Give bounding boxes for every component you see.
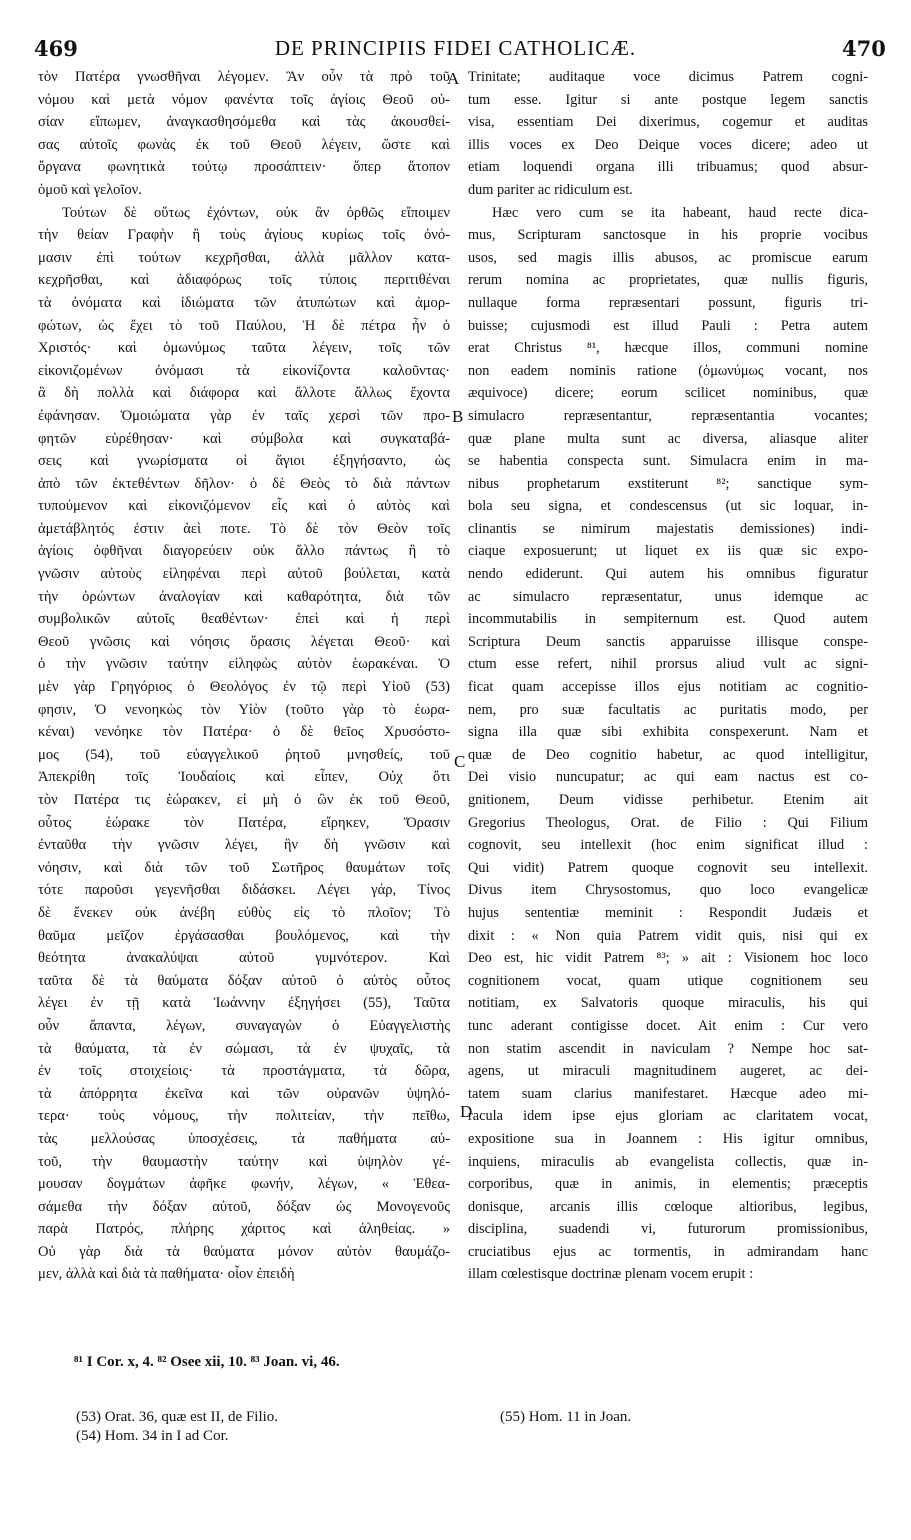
margin-marker-d: D xyxy=(460,1102,473,1121)
text-line: rerum nomina ac proprietates, quæ nullis figuris, xyxy=(468,272,868,289)
margin-marker-b: B xyxy=(452,407,464,426)
margin-marker-c: C xyxy=(454,752,466,771)
text-line: donisque, arcanis illis cœloque altioribus, legibus, xyxy=(468,1198,868,1215)
text-line: ciaque exposuerunt; ut liquet ex iis quæ sic expo- xyxy=(468,543,868,560)
text-line: θεότητα ἀνακαλύψαι αὐτοῦ γυμνότερον. Καὶ xyxy=(38,950,450,967)
text-line: σεις καὶ γνωρίσματα οἱ ἅγιοι ἐξηγήσαντο, ὡς xyxy=(38,453,450,470)
text-line: λέγει ἐν τῇ κατὰ Ἰωάννην ἐξηγήσει (55), Ταῦτα xyxy=(38,995,450,1012)
text-line: agens, ut miraculi magnitudinem augeret, ac dei- xyxy=(468,1063,868,1080)
text-line: μουσαν δογμάτων ἀφῆκε φωνήν, λέγων, « Ἐθεα- xyxy=(38,1176,450,1193)
text-line: visa, essentiam Dei dixerimus, cogemur et auditas xyxy=(468,114,868,131)
text-line: τὴν θείαν Γραφὴν ἢ τοὺς ἁγίους κυρίως τοῖς ὀνό- xyxy=(38,227,450,244)
text-line: τότε παροῦσι γεγενῆσθαι διδάσκει. Λέγει γάρ, Τίνος xyxy=(38,882,450,899)
left-page-number: 469 xyxy=(34,36,78,61)
text-line: ὁ τὴν γνῶσιν ταύτην εἰληφὼς αὐτὸν ἑωρακέναι. Ὁ xyxy=(38,656,450,673)
text-line: τὰς μελλούσας ὑποσχέσεις, τὰ παθήματα αὐ- xyxy=(38,1130,450,1147)
text-line: ficat quam accepisse illos ejus notitiam ac cognitio- xyxy=(468,679,868,696)
text-line: ἃ δὴ πολλὰ καὶ διάφορα καὶ ἄλλοτε ἄλλως ἔχοντα xyxy=(38,385,450,402)
text-line: ὁμοῦ καὶ γελοῖον. xyxy=(38,181,142,198)
text-line: disciplina, suadendi vi, futurorum promissionibus, xyxy=(468,1221,868,1238)
text-line: mus, Scripturam sanctosque in his proprie vocibus xyxy=(468,227,868,244)
text-line: τὰ θαύματα, τὰ ἐν σώμασι, τὰ ἐν ψυχαῖς, τὰ xyxy=(38,1040,450,1057)
text-line: σας αὐτοῖς φωνὰς ἐκ τοῦ Θεοῦ λέγειν, ὥστε καὶ xyxy=(38,136,450,153)
text-line: cruciatibus ejus ac tormentis, in admirandam hanc xyxy=(468,1243,868,1260)
text-line: inquiens, miraculis ab evangelista collectis, quæ in- xyxy=(468,1153,868,1170)
text-line: δὲ ἕνεκεν οὐκ ἀνέβη εὐθὺς εἰς τὸ πλοῖον; Τὸ xyxy=(38,904,450,921)
text-line: nem, pro suæ facultatis ac puritatis modo, per xyxy=(468,701,868,718)
text-line: Θεοῦ γνῶσις καὶ νόησις ὅρασις λέγεται Θεοῦ· καὶ xyxy=(38,633,450,650)
text-line: ὄργανα φωνητικὰ τούτῳ προσάπτειν· ὅπερ ἄτοπον xyxy=(38,159,450,176)
text-line: quæ de Deo cognitio habetur, ac quod intelligitur, xyxy=(468,746,868,763)
text-line: Scriptura Deum sanctis apparuisse illisque conspe- xyxy=(468,633,868,650)
text-line: θαῦμα μεῖζον ἐργάσασθαι βουλόμενος, καὶ τὴν xyxy=(38,927,450,944)
text-line: κεχρῆσθαι, καὶ ἀδιαφόρως τοῖς τύποις περιτιθέναι xyxy=(38,272,450,289)
text-line: incommutabilis in sempiternum est. Quod autem xyxy=(468,611,868,628)
text-line: οὗτος ἑώρακε τὸν Πατέρα, εἴρηκεν, Ὅρασιν xyxy=(38,814,450,831)
text-line: Dei visio nuncupatur; ac qui eam nactus est co- xyxy=(468,769,868,786)
text-line: τὸν Πατέρα γνωσθῆναι λέγομεν. Ἂν οὖν τὰ πρὸ τοῦ xyxy=(38,69,450,85)
text-line: tunc aderant contigisse docet. Ait enim : Cur vero xyxy=(468,1017,868,1034)
text-line: φησιν, Ὁ νενοηκὼς τὸν Υἱὸν (τοῦτο γὰρ τὸ ἑωρα- xyxy=(38,701,450,718)
text-line: φώτων, ὡς ἔχει τὸ τοῦ Παύλου, Ἡ δὲ πέτρα ἦν ὁ xyxy=(38,317,450,334)
text-line: illis voces ex Deo Deique voces dicere; adeo ut xyxy=(468,136,868,153)
text-line: τυπούμενον καὶ εἰκονιζόμενον εἷς καὶ ὁ αὐτὸς καὶ xyxy=(38,498,450,515)
text-line: Τούτων δὲ οὕτως ἐχόντων, οὐκ ἂν ὀρθῶς εἴποιμεν xyxy=(62,204,450,221)
text-line: σάμεθα τὴν δόξαν αὐτοῦ, δόξαν ὡς Μονογενοῦς xyxy=(38,1198,450,1215)
footnote-53: (53) Orat. 36, quæ est II, de Filio. xyxy=(76,1409,279,1425)
text-line: tum esse. Igitur si ante postque legem sanctis xyxy=(468,91,868,108)
text-line: nendo ediderunt. Qui autem his omnibus figuratur xyxy=(468,566,868,583)
text-line: ctum esse refert, nihil prorsus aliud vult ac signi- xyxy=(468,656,868,673)
footnote-55: (55) Hom. 11 in Joan. xyxy=(500,1409,632,1425)
latin-text-column xyxy=(468,66,868,1286)
text-line: tatem suam clarius manifestaret. Hæcque adeo mi- xyxy=(468,1085,868,1102)
text-line: hujus sententiæ meminit : Respondit Judæis et xyxy=(468,904,868,921)
text-line: quæ plane multa sunt ac diversa, aliasque aliter xyxy=(468,430,868,447)
text-line: μεν, ἀλλὰ καὶ διὰ τὰ παθήματα· οἷον ἐπειδὴ xyxy=(38,1266,295,1283)
text-line: σίαν εἴπωμεν, ἀναγκασθησόμεθα καὶ τὰς ἀκουσθεί- xyxy=(38,114,450,131)
text-line: τὸν Πατέρα τις ἑώρακεν, εἰ μὴ ὁ ὢν ἐκ τοῦ Θεοῦ, xyxy=(38,792,450,808)
text-line: ἐφάνησαν. Ὁμοιώματα γὰρ ἐν ταῖς χερσὶ τῶν προ- xyxy=(38,407,450,424)
text-line: gnitionem, Deum vidisse perhibetur. Etenim ait xyxy=(468,792,868,808)
text-line: Gregorius Theologus, Orat. de Filio : Qui Filium xyxy=(468,814,868,831)
text-line: nullaque forma repræsentari possunt, figuris tri- xyxy=(468,294,868,311)
running-title: DE PRINCIPIIS FIDEI CATHOLICÆ. xyxy=(274,36,637,60)
text-line: bola seu signa, et condescensus (ut sic loquar, in- xyxy=(468,498,868,515)
text-line: non statim ascendit in naviculam ? Nempe hoc sat- xyxy=(468,1040,868,1057)
text-line: non eadem nominis ratione (ὁμωνύμως vocant, nos xyxy=(468,362,868,379)
text-line: Οὐ γὰρ διὰ τὰ θαύματα μόνον αὐτὸν θαυμάζο- xyxy=(38,1243,450,1260)
text-line: συμβολικῶν αὐτοῖς θεαθέντων· ἐπεὶ καὶ ἡ περὶ xyxy=(38,611,450,628)
text-line: nibus prophetarum exstiterunt ⁸²; sanctique sym- xyxy=(468,475,868,492)
text-line: τερα· τοὺς νόμους, τὴν πολιτείαν, τὴν πεῖθω, xyxy=(38,1108,450,1125)
text-line: ἀμετάβλητός ἐστιν ἀεὶ ποτε. Τὸ δὲ τὸν Θεὸν τοῖς xyxy=(38,520,450,537)
footnote-54: (54) Hom. 34 in I ad Cor. xyxy=(76,1428,229,1444)
text-line: γνῶσιν αὐτοὺς εἰληφέναι περὶ αὐτοῦ βούλεται, κατὰ xyxy=(38,566,450,583)
text-line: Divus item Chrysostomus, quo loco evangelicæ xyxy=(468,882,868,899)
text-line: buisse; cujusmodi est illud Pauli : Petra autem xyxy=(468,317,868,334)
text-line: εἰκονιζομένων ὀνόμασι τὰ εἰκονίζοντα καλοῦντας· xyxy=(38,362,450,379)
text-line: cognitionem vocat, quam utique cognitionem seu xyxy=(468,972,868,989)
text-line: Hæc vero cum se ita habeant, haud recte dica- xyxy=(492,204,868,221)
text-line: ταῦτα δὲ τὰ θαύματα δόξαν αὐτοῦ ὁ αὐτὸς οὗτος xyxy=(38,972,450,989)
text-line: τὴν ὁρώντων ἀναλογίαν καὶ καθαρότητα, διὰ τῶν xyxy=(38,588,450,605)
text-line: τὰ ἀπόρρητα ἐκεῖνα καὶ τῶν οὐρανῶν ὑψηλό- xyxy=(38,1085,450,1102)
text-line: dixit : « Non quia Patrem vidit quis, nisi qui ex xyxy=(468,927,868,944)
text-line: ἐνταῦθα τὴν γνῶσιν λέγει, ἣν δὴ γνῶσιν καὶ xyxy=(38,837,450,854)
text-line: ἁγίοις ὀφθῆναι διαγορεύειν οὐκ ἄλλο πάντως ἢ τὸ xyxy=(38,543,450,560)
text-line: ἀπὸ τῶν ἐκτεθέντων δῆλον· ὁ δὲ Θεὸς τὸ διὰ πάντων xyxy=(38,475,450,492)
text-line: τὰ ὀνόματα καὶ ἰδιώματα τῶν ἀτυπώτων καὶ ἀμορ- xyxy=(38,294,450,311)
text-line: ἐν τοῖς στοιχείοις· τὰ προστάγματα, τὰ δῶρα, xyxy=(38,1063,450,1080)
text-line: erat Christus ⁸¹, hæcque illos, communi nomine xyxy=(468,340,868,357)
text-line: νόησιν, καὶ διὰ τῶν τοῦ Σωτῆρος θαυμάτων τοῖς xyxy=(38,859,450,876)
text-line: Qui vidit) Patrem quoque cognovit seu intellexit. xyxy=(468,859,868,876)
text-line: Deo est, hic vidit Patrem ⁸³; » ait : Visionem hoc loco xyxy=(468,950,868,967)
text-line: dum pariter ac ridiculum est. xyxy=(468,181,633,198)
text-line: Ἀπεκρίθη τοῖς Ἰουδαίοις καὶ εἶπεν, Οὐχ ὅτι xyxy=(38,769,450,786)
text-line: παρὰ Πατρός, πλήρης χάριτος καὶ ἀληθείας. » xyxy=(38,1221,450,1238)
text-line: κέναι) νενόηκε τὸν Πατέρα· ὁ δὲ θεῖος Χρυσόστο- xyxy=(38,724,450,741)
greek-text-column xyxy=(38,66,450,1286)
text-line: cognovit, seu intellexit (hoc enim significat illud : xyxy=(468,837,868,854)
text-line: notitiam, ex Salvatoris quoque miraculis, his qui xyxy=(468,995,868,1012)
text-line: τοῦ, τὴν θαυμαστὴν ταύτην καὶ ὑψηλὸν γέ- xyxy=(38,1153,450,1170)
text-line: etiam loquendi organa illi tribuamus; quod absur- xyxy=(468,159,868,176)
text-line: racula idem ipse ejus gloriam ac claritatem vocat, xyxy=(468,1108,868,1125)
text-line: Χριστός· καὶ ὁμωνύμως ταῦτα λέγειν, τοῖς τῶν xyxy=(38,340,450,357)
text-line: μος (54), τοῦ εὐαγγελικοῦ ῥητοῦ μνησθείς, τοῦ xyxy=(38,746,450,763)
footnotes-left xyxy=(76,1408,278,1446)
text-line: se habentia conspecta sunt. Simulacra enim in ma- xyxy=(468,453,868,470)
text-line: corporibus, quæ in animis, in elementis; præceptis xyxy=(468,1176,868,1193)
text-line: μὲν γὰρ Γρηγόριος ὁ Θεολόγος ἐν τῷ περὶ Υἱοῦ (53) xyxy=(38,679,450,696)
right-page-number: 470 xyxy=(842,36,886,61)
text-line: illam cœlestisque doctrinæ plenam vocem erupit : xyxy=(468,1266,754,1283)
scripture-references: ⁸¹ I Cor. x, 4. ⁸² Osee xii, 10. ⁸³ Joan. vi, 46. xyxy=(74,1354,340,1370)
text-line: Trinitate; auditaque voce dicimus Patrem cogni- xyxy=(468,69,868,85)
text-line: φητῶν εὑρέθησαν· καὶ σύμβολα καὶ συγκαταβά- xyxy=(38,430,450,447)
text-line: μασιν ἐπὶ τούτων κεχρῆσθαι, ἀλλὰ μᾶλλον κατα- xyxy=(38,249,450,266)
text-line: οὖν ἅπαντα, λέγων, συναγαγὼν ὁ Εὐαγγελιστὴς xyxy=(38,1017,450,1034)
text-line: æquivoce) dicere; eorum scilicet nominibus, quæ xyxy=(468,385,868,402)
footnotes-right xyxy=(500,1408,631,1427)
text-line: signa illa quæ sibi exhibita conspexerunt. Nam et xyxy=(468,724,868,741)
text-line: expositione sua in Joannem : His igitur omnibus, xyxy=(468,1130,868,1147)
text-line: νόμου καὶ μετὰ νόμον φανέντα τοῖς ἁγίοις Θεοῦ οὐ- xyxy=(38,91,450,108)
text-line: simulacro repræsentantur, repræsentantia vocantes; xyxy=(468,407,868,424)
text-line: clinantis se nimirum majestatis demissiones) indi- xyxy=(468,520,868,537)
page-header xyxy=(0,36,911,66)
text-line: ac simulacro repræsentatur, unus idemque ac xyxy=(468,588,868,605)
margin-marker-a: A xyxy=(447,69,460,88)
text-line: usos, sed magis illis abusos, ac promiscue earum xyxy=(468,249,868,266)
